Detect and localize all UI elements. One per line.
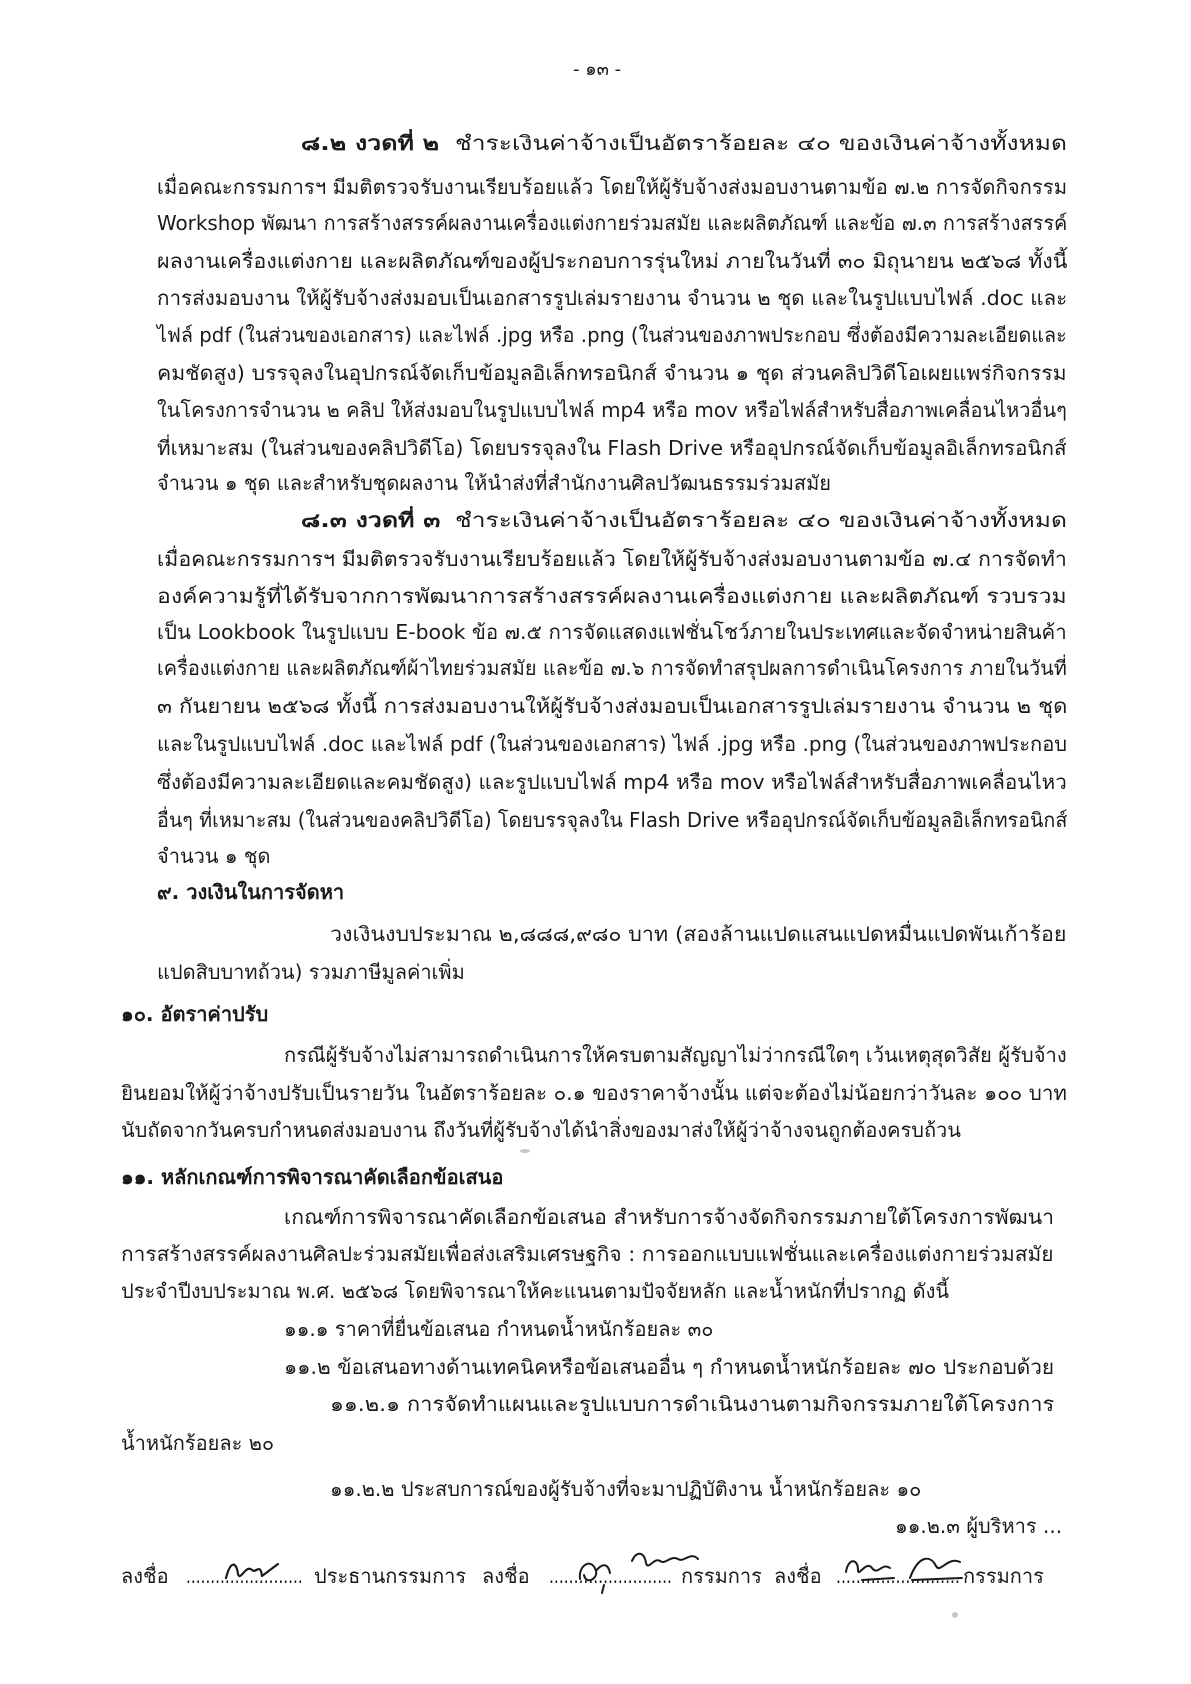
section-8-2-line: Workshop พัฒนา การสร้างสรรค์ผลงานเครื่องแต่งกายร่วมสมัย และผลิตภัณฑ์ และข้อ ๗.๓ การสร้างสรรค์ xyxy=(157,211,1068,235)
section-8-2-line: คมชัดสูง) บรรจุลงในอุปกรณ์จัดเก็บข้อมูลอิเล็กทรอนิกส์ จำนวน ๑ ชุด ส่วนคลิปวิดีโอเผยแพร่กิจกรรม xyxy=(157,361,1067,385)
section-8-2-line: ชำระเงินค่าจ้างเป็นอัตราร้อยละ ๔๐ ของเงินค่าจ้างทั้งหมด xyxy=(455,131,1067,155)
chair-signature xyxy=(222,1552,292,1591)
section-8-2-line: ที่เหมาะสม (ในส่วนของคลิปวิดีโอ) โดยบรรจุลงใน Flash Drive หรืออุปกรณ์จัดเก็บข้อมูลอิเล็กทรอนิกส์ xyxy=(157,436,1067,460)
role-member: กรรมการ xyxy=(963,1564,1044,1588)
section-8-3-line: เครื่องแต่งกาย และผลิตภัณฑ์ผ้าไทยร่วมสมัย และข้อ ๗.๖ การจัดทำสรุปผลการดำเนินโครงการ ภายในวันที่ xyxy=(157,656,1067,680)
section-8-3-line: และในรูปแบบไฟล์ .doc และไฟล์ pdf (ในส่วนของเอกสาร) ไฟล์ .jpg หรือ .png (ในส่วนของภาพประกอบ xyxy=(157,732,1068,756)
section-8-3-line: เป็น Lookbook ในรูปแบบ E-book ข้อ ๗.๕ การจัดแสดงแฟชั่นโชว์ภายในประเทศและจัดจำหน่ายสินค้า xyxy=(157,620,1067,644)
member-signature-1 xyxy=(574,1545,734,1598)
section-11-line: การสร้างสรรค์ผลงานศิลปะร่วมสมัยเพื่อส่งเสริมเศรษฐกิจ : การออกแบบแฟชั่นและเครื่องแต่งกายร่วมสมัย xyxy=(121,1242,1054,1266)
page-number: - ๑๓ - xyxy=(573,59,622,80)
section-11-item: ๑๑.๒ ข้อเสนอทางด้านเทคนิคหรือข้อเสนออื่น ๆ กำหนดน้ำหนักร้อยละ ๗๐ ประกอบด้วย xyxy=(284,1355,1055,1379)
scan-speck xyxy=(520,1149,530,1153)
section-8-2-line: เมื่อคณะกรรมการฯ มีมติตรวจรับงานเรียบร้อยแล้ว โดยให้ผู้รับจ้างส่งมอบงานตามข้อ ๗.๒ การจัดกิจกรรม xyxy=(157,175,1068,199)
section-11-subitem: ๑๑.๒.๑ การจัดทำแผนและรูปแบบการดำเนินงานตามกิจกรรมภายใต้โครงการ xyxy=(330,1392,1055,1416)
member-signature-2 xyxy=(842,1548,970,1593)
section-8-2-heading: ๘.๒ งวดที่ ๒ xyxy=(301,131,440,155)
scan-speck xyxy=(952,1612,958,1618)
continuation-note: ๑๑.๒.๓ ผู้บริหาร ... xyxy=(895,1514,1063,1538)
section-8-3-heading: ๘.๓ งวดที่ ๓ xyxy=(301,508,441,532)
section-9-line: แปดสิบบาทถ้วน) รวมภาษีมูลค่าเพิ่ม xyxy=(157,960,465,984)
section-10-line: ยินยอมให้ผู้ว่าจ้างปรับเป็นรายวัน ในอัตราร้อยละ ๐.๑ ของราคาจ้างนั้น แต่จะต้องไม่น้อยกว่าวันละ ๑๐๐ บาท xyxy=(121,1081,1067,1105)
section-10-heading: ๑๐. อัตราค่าปรับ xyxy=(121,1002,269,1026)
section-10-line: กรณีผู้รับจ้างไม่สามารถดำเนินการให้ครบตามสัญญาไม่ว่ากรณีใดๆ เว้นเหตุสุดวิสัย ผู้รับจ้าง xyxy=(284,1043,1067,1067)
section-11-line: ประจำปีงบประมาณ พ.ศ. ๒๕๖๘ โดยพิจารณาให้คะแนนตามปัจจัยหลัก และน้ำหนักที่ปรากฏ ดังนี้ xyxy=(121,1279,950,1303)
section-11-item: ๑๑.๑ ราคาที่ยื่นข้อเสนอ กำหนดน้ำหนักร้อยละ ๓๐ xyxy=(284,1317,714,1341)
section-9-heading: ๙. วงเงินในการจัดหา xyxy=(157,880,345,904)
section-8-3-line: องค์ความรู้ที่ได้รับจากการพัฒนาการสร้างสรรค์ผลงานเครื่องแต่งกาย และผลิตภัณฑ์ รวบรวม xyxy=(157,584,1067,608)
section-8-3-line: เมื่อคณะกรรมการฯ มีมติตรวจรับงานเรียบร้อยแล้ว โดยให้ผู้รับจ้างส่งมอบงานตามข้อ ๗.๔ การจัดทำ xyxy=(157,547,1067,571)
section-9-line: วงเงินงบประมาณ ๒,๘๘๘,๙๘๐ บาท (สองล้านแปดแสนแปดหมื่นแปดพันเก้าร้อย xyxy=(330,922,1067,946)
role-member: กรรมการ xyxy=(681,1564,762,1588)
section-8-2-line: ในโครงการจำนวน ๒ คลิป ให้ส่งมอบในรูปแบบไฟล์ mp4 หรือ mov หรือไฟล์สำหรับสื่อภาพเคลื่อนไหวอื่นๆ xyxy=(157,398,1067,422)
sign-label: ลงชื่อ xyxy=(774,1564,822,1588)
section-8-3-line: ชำระเงินค่าจ้างเป็นอัตราร้อยละ ๔๐ ของเงินค่าจ้างทั้งหมด xyxy=(455,508,1067,532)
section-8-3-line: อื่นๆ ที่เหมาะสม (ในส่วนของคลิปวิดีโอ) โดยบรรจุลงใน Flash Drive หรืออุปกรณ์จัดเก็บข้อมูลอิเล็กทรอนิกส์ xyxy=(157,808,1068,832)
signature-line: ......................... xyxy=(836,1564,960,1588)
signature-line: ........................ xyxy=(186,1564,303,1588)
section-11-subitem: น้ำหนักร้อยละ ๒๐ xyxy=(121,1431,275,1455)
section-11-line: เกณฑ์การพิจารณาคัดเลือกข้อเสนอ สำหรับการจ้างจัดกิจกรรมภายใต้โครงการพัฒนา xyxy=(284,1205,1055,1229)
section-8-3-line: ซึ่งต้องมีความละเอียดและคมชัดสูง) และรูปแบบไฟล์ mp4 หรือ mov หรือไฟล์สำหรับสื่อภาพเคลื่อนไหว xyxy=(157,770,1067,794)
section-10-line: นับถัดจากวันครบกำหนดส่งมอบงาน ถึงวันที่ผู้รับจ้างได้นำสิ่งของมาส่งให้ผู้ว่าจ้างจนถูกต้องครบถ้วน xyxy=(121,1118,961,1142)
section-8-2-line: ไฟล์ pdf (ในส่วนของเอกสาร) และไฟล์ .jpg หรือ .png (ในส่วนของภาพประกอบ ซึ่งต้องมีความละเอียดและ xyxy=(157,323,1067,347)
section-8-2-line: การส่งมอบงาน ให้ผู้รับจ้างส่งมอบเป็นเอกสารรูปเล่มรายงาน จำนวน ๒ ชุด และในรูปแบบไฟล์ .doc และ xyxy=(157,286,1068,310)
section-8-3-line: ๓ กันยายน ๒๕๖๘ ทั้งนี้ การส่งมอบงานให้ผู้รับจ้างส่งมอบเป็นเอกสารรูปเล่มรายงาน จำนวน ๒ ชุด xyxy=(157,694,1068,718)
section-8-2-line: จำนวน ๑ ชุด และสำหรับชุดผลงาน ให้นำส่งที่สำนักงานศิลปวัฒนธรรมร่วมสมัย xyxy=(157,471,832,495)
section-8-3-line: จำนวน ๑ ชุด xyxy=(157,844,271,868)
sign-label: ลงชื่อ xyxy=(121,1564,169,1588)
role-chair: ประธานกรรมการ xyxy=(314,1564,467,1588)
section-8-2-line: ผลงานเครื่องแต่งกาย และผลิตภัณฑ์ของผู้ประกอบการรุ่นใหม่ ภายในวันที่ ๓๐ มิถุนายน ๒๕๖๘ ทั้งนี้ xyxy=(157,249,1068,273)
signature-line: ......................... xyxy=(549,1564,672,1588)
section-11-heading: ๑๑. หลักเกณฑ์การพิจารณาคัดเลือกข้อเสนอ xyxy=(121,1165,504,1189)
sign-label: ลงชื่อ xyxy=(482,1564,530,1588)
section-11-subitem: ๑๑.๒.๒ ประสบการณ์ของผู้รับจ้างที่จะมาปฏิบัติงาน น้ำหนักร้อยละ ๑๐ xyxy=(330,1477,922,1501)
